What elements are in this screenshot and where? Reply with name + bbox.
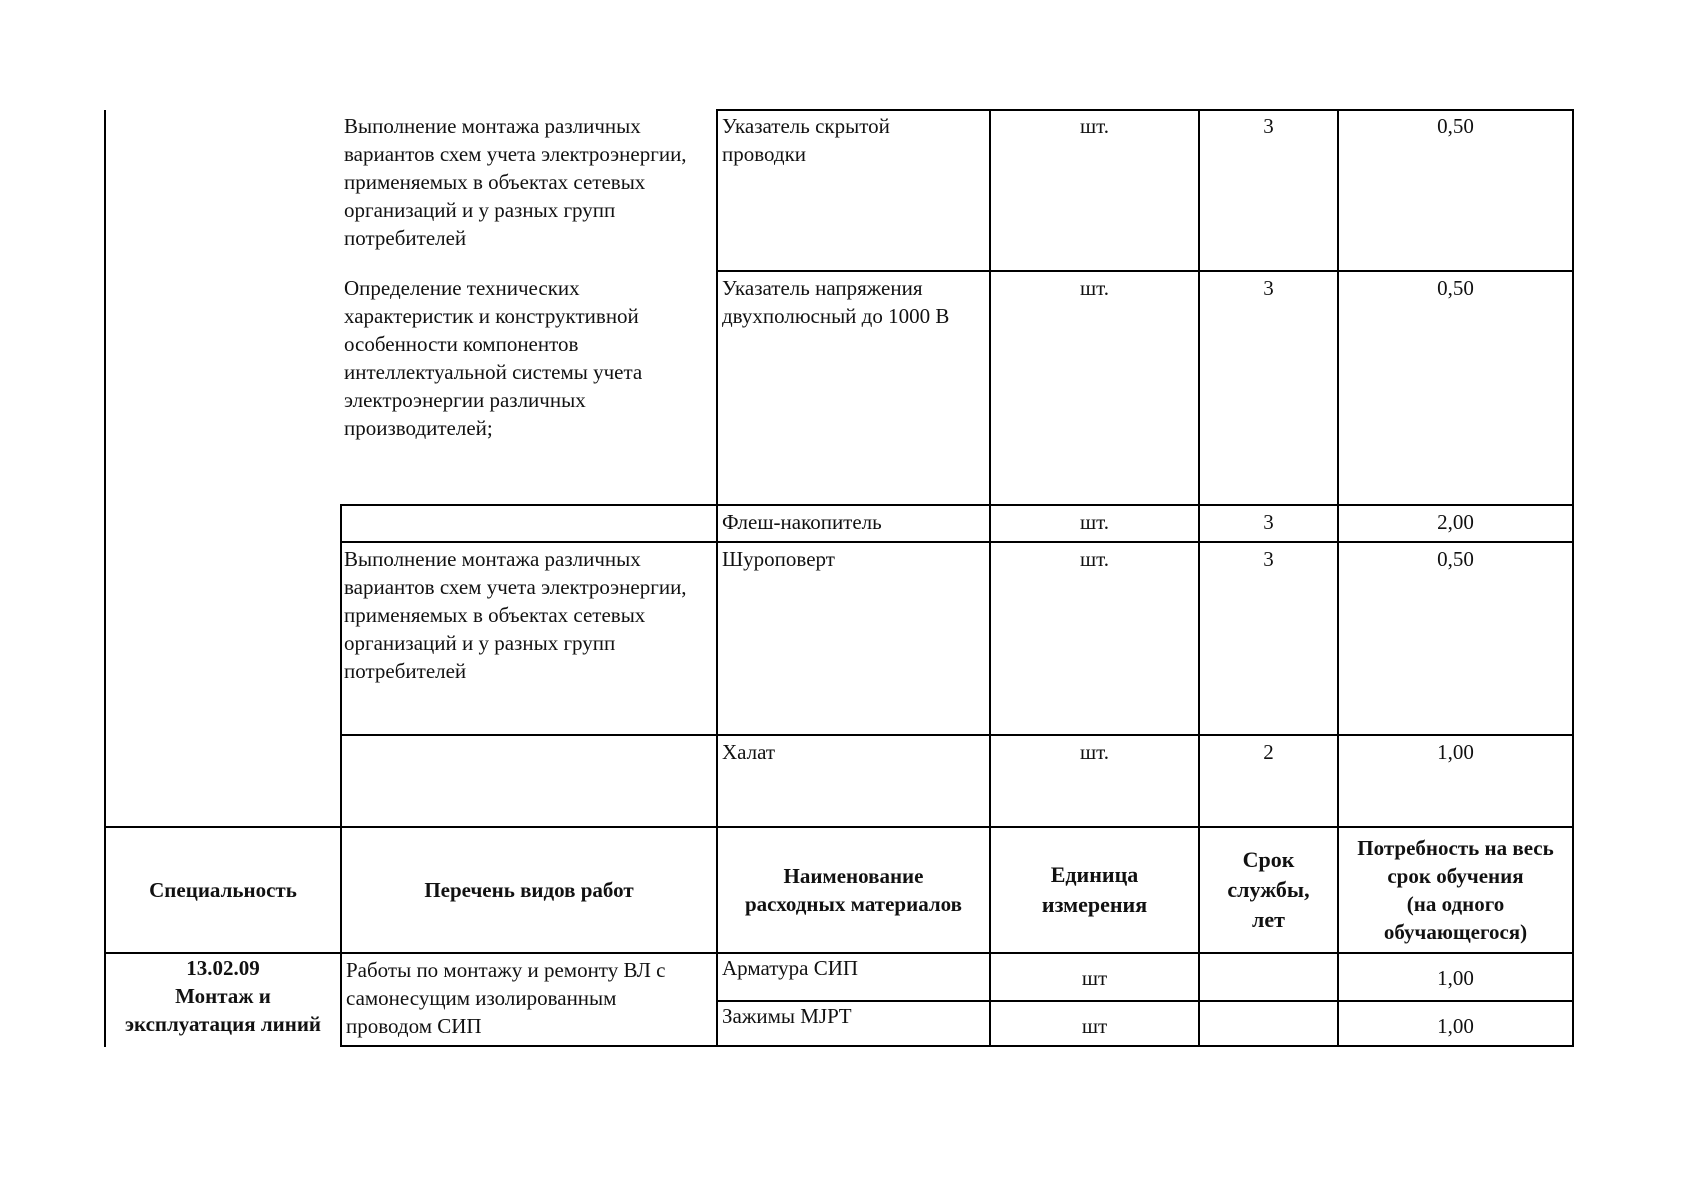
material-cell-2: Указатель напряжения двухполюсный до 1000 В [722, 276, 950, 328]
work-cell-4: Выполнение монтажа различных вариантов схем учета электроэнергии, применяемых в объектах сетевых организаций и у разных групп потребителей [344, 547, 687, 683]
material-cell-1: Указатель скрытой проводки [722, 114, 890, 166]
need-cell-3: 2,00 [1437, 510, 1474, 534]
life-cell-4: 3 [1263, 547, 1274, 571]
header-works: Перечень видов работ [424, 878, 634, 902]
unit-cell-1: шт. [1079, 114, 1110, 138]
need-cell-4: 0,50 [1437, 547, 1474, 571]
material-cell-4: Шуроповерт [722, 547, 835, 571]
work-cell-1: Выполнение монтажа различных вариантов схем учета электроэнергии, применяемых в объектах сетевых организаций и у разных групп потребителей [344, 114, 687, 250]
material-cell-3: Флеш-накопитель [722, 510, 882, 534]
life-cell-bottom-2 [1200, 1010, 1337, 1012]
life-cell-1: 3 [1263, 114, 1274, 138]
work-cell-3 [342, 506, 716, 510]
unit-cell-bottom-1: шт [1081, 966, 1108, 990]
need-cell-1: 0,50 [1437, 114, 1474, 138]
unit-cell-5: шт. [1079, 740, 1110, 764]
material-cell-bottom-1: Арматура СИП [722, 956, 859, 980]
life-cell-bottom-1 [1200, 962, 1337, 964]
header-life: Срок службы, лет [1227, 847, 1310, 932]
unit-cell-4: шт. [1079, 547, 1110, 571]
need-cell-5: 1,00 [1437, 740, 1474, 764]
row-line-bottom [340, 1045, 1574, 1047]
work-cell-2: Определение технических характеристик и конструктивной особенности компонентов интеллектуальной системы учета электроэнергии различных производителей; [344, 276, 643, 440]
specialty-cell: 13.02.09 Монтаж и эксплуатация линий [124, 956, 322, 1036]
need-cell-bottom-2: 1,00 [1437, 1014, 1474, 1038]
work-cell-bottom: Работы по монтажу и ремонту ВЛ с самонесущим изолированным проводом СИП [346, 958, 666, 1038]
life-cell-5: 2 [1263, 740, 1274, 764]
need-cell-2: 0,50 [1437, 276, 1474, 300]
need-cell-bottom-1: 1,00 [1437, 966, 1474, 990]
header-need: Потребность на весь срок обучения (на одного обучающегося) [1357, 836, 1554, 944]
header-unit: Единица измерения [1041, 862, 1148, 917]
header-materials: Наименование расходных материалов [744, 864, 962, 916]
life-cell-2: 3 [1263, 276, 1274, 300]
unit-cell-bottom-2: шт [1081, 1014, 1108, 1038]
material-cell-bottom-2: Зажимы MJPT [722, 1004, 852, 1028]
material-cell-5: Халат [722, 740, 776, 764]
unit-cell-3: шт. [1079, 510, 1110, 534]
table-border-right [1572, 110, 1574, 1047]
header-specialty: Специальность [149, 878, 297, 902]
unit-cell-2: шт. [1079, 276, 1110, 300]
life-cell-3: 3 [1263, 510, 1274, 534]
work-cell-5 [342, 736, 716, 740]
